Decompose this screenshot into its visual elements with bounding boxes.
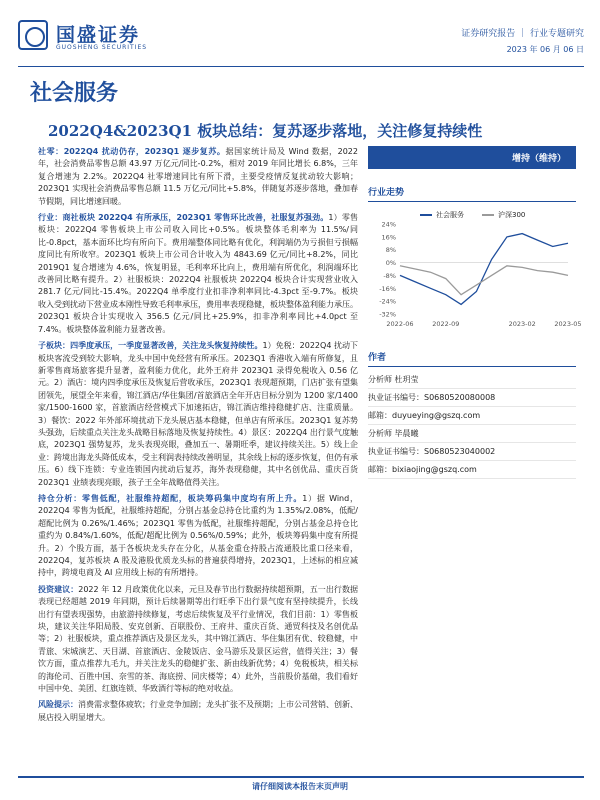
line-chart-svg	[368, 206, 582, 334]
series-line-csi300	[400, 266, 568, 295]
paragraph: 风险提示：消费需求整体疲软；行业竞争加剧；龙头扩张不及预期；上市公司营销、创新、展店投入明显增大。	[38, 700, 358, 722]
y-tick-label: 8%	[385, 246, 396, 255]
chart-legend	[420, 210, 525, 220]
paragraph: 行业：商社板块 2022Q4 有所承压，2023Q1 零售环比改善，社服复苏强劲。1）零售板块：2022Q4 零售板块上市公司收入同比+0.5%。板块整体毛利率为 11.5%/同比-0.8pct，基本面环比均有所向下。费用端整体同比略有优化，利润端仍为亏损但亏损幅度同比有所收窄。2023Q1 板块上市公司合计收入为 4843.69 亿元/同比+8.2%，同比 2019Q1 复合增速为 4.6%，恢复明显，毛利率环比向上，费用端有所优化，利润端环比改善同比略有提升。2）社服板块：2022Q4 社服板块 2022Q4 板块合计实现营业收入 281.7 亿元/同比-15.4%。2022Q4 单季度行业扣非净利率同比-4.3pct 至-9.7%。板块收入受到扰动下营业成本刚性导致毛利率承压，费用率表现稳健，板块整体盈利能力承压。2023Q1 板块合计实现收入 356.5 亿元/同比+25.9%，扣非净利率同比+4.0pct 至 7.4%。板块整体盈利能力显著改善。	[38, 213, 358, 334]
y-tick-label: 24%	[381, 220, 396, 229]
y-tick-label: 16%	[381, 233, 396, 242]
sidebar	[368, 146, 582, 479]
paragraph: 子板块：四季度承压，一季度显著改善，关注龙头恢复持续性。1）免税：2022Q4 扰动下板块客流受到较大影响，龙头中国中免经营有所承压。2023Q1 香港收入端有所修复，且新零售商场旅客提升显著，盈利能力优化，此外王府井 2023Q1 录得免税收入 0.56 亿元。2）酒店：境内四季度承压及恢复后营收承压，2023Q1 表现超预期，门店扩张有望集团领先，展望全年来看，锦江酒店/华住集团/首旅酒店全年开店目标分别为 1200 家/1400 家/1500-1600 家，首旅酒店经营模式下加速拓店，锦江酒店维持稳健扩店、注重质量。3）餐饮：2022 年外部环境扰动下龙头展店基本稳健，但单店有所承压。2023Q1 复苏势头强劲，后续重点关注龙头战略目标落地及恢复持续性。4）景区：2022Q4 出行景气度触底，2023Q1 强势复苏，龙头表现亮眼，叠加五一、暑期旺季，建议持续关注。5）线上企业：跨境出海龙头降低成本，受主利润表持续改善明显，其余线上标的逐步恢复，但仍有承压。6）线下连锁：专业连锁国内扰动后复苏，海外表现稳健，其中名创优品、重庆百货 2023Q1 业绩表现亮眼，孩子王全年战略值得关注。	[38, 341, 358, 487]
author-row: 分析师 杜玥莹	[368, 371, 576, 389]
x-tick-label: 2023-05	[554, 320, 582, 328]
author-row: 执业证书编号：S0680523040002	[368, 443, 576, 461]
y-tick-label: -32%	[379, 310, 396, 319]
series-line-social-service	[400, 234, 568, 305]
summary-column	[38, 146, 358, 728]
author-row: 分析师 毕晨曦	[368, 425, 576, 443]
paragraph: 投资建议：2022 年 12 月政策优化以来，元旦及春节出行数据持续超预期，五一出行数据表现已经超越 2019 年同期，预计后续暑期等出行旺季下出行景气度有坚持续提升，长线出行有望表现强势，由旅游持续修复，考虑后续恢复及平行业情况，我们目前：1）零售板块，建议关注华阳局股、安克创新、百联股份、王府井、重庆百货、通贸科技及名创优品等；2）社服板块，重点推荐酒店及景区龙头，其中锦江酒店、华住集团有优、较稳健，中青旅、宋城演艺、天目湖、首旅酒店、金陵饭店、金马游乐及景区运营，值得关注；3）餐饮方面，重点推荐九毛九，并关注龙头的稳健扩张、新由线新优势；4）免税板块，相关标的海伦司、百胜中国、奈雪的茶、海底捞、同庆楼等；4）此外，当前股价基础，我们看好中国中免、美团、红旗连锁、华致酒行等标的绝对收益。	[38, 584, 358, 694]
y-tick-label: -24%	[379, 297, 396, 306]
legend-item: 沪深300	[482, 210, 525, 220]
report-date: 2023 年 06 月 06 日	[506, 45, 584, 54]
authors-section-title: 作者	[368, 350, 576, 367]
author-list	[368, 371, 576, 479]
header-divider	[18, 66, 584, 67]
page-header	[18, 18, 584, 62]
trend-chart	[368, 206, 582, 334]
logo-mark-icon	[18, 20, 48, 50]
report-type: 证券研究报告 ｜ 行业专题研究	[461, 29, 584, 39]
trend-section-title: 行业走势	[368, 185, 576, 202]
rating-badge: 增持（维持）	[368, 146, 576, 169]
logo-text: 国盛证券	[56, 24, 141, 46]
paragraph: 持仓分析：零售低配，社服维持超配，板块筹码集中度均有所上升。1）据 Wind，2022Q4 零售为低配，社服维持超配，分别占基金总持仓比重约为 1.35%/2.08%，低配/超配比例为 0.26%/1.46%；2023Q1 零售为低配，社服维持超配，分别占基金总持仓比重约为 0.84%/1.60%，低配/超配比例为 0.56%/0.59%；此外，板块筹码集中度有所提升。2）个股方面，基于各板块龙头存在分化，从基金重仓持股占流通股比重口径来看，2022Q4，复苏板块 A 股及港股优质龙头标的普遍获得增持，2023Q1，上述标的相应减持中，跨境电商及 AI 应用线上标的有所增持。	[38, 493, 358, 578]
page-title: 2022Q4&2023Q1 板块总结：复苏逐步落地，关注修复持续性	[48, 122, 483, 140]
footer-disclaimer: 请仔细阅读本报告末页声明	[252, 782, 348, 791]
legend-item: 社会服务	[420, 210, 464, 220]
paragraph: 社零：2022Q4 扰动仍存，2023Q1 逐步复苏。据国家统计局及 Wind 数据，2022 年，社会消费品零售总额 43.97 万亿元/同比-0.2%，相对 2019 年同比增长 6.8%，三年复合增速为 2.2%。2022Q4 社零增速同比有所下滑，主要受疫情反复扰动较大影响；2023Q1 实现社会消费品零售总额 11.5 万亿元/同比+5.8%，伴随复苏逐步落地，叠加春节假期，同比增速回暖。	[38, 147, 358, 206]
y-tick-label: -16%	[379, 284, 396, 293]
y-tick-label: -8%	[383, 271, 396, 280]
x-tick-label: 2023-02	[508, 320, 536, 328]
y-tick-label: 0%	[385, 259, 396, 268]
footer-divider	[18, 776, 584, 778]
x-tick-label: 2022-06	[386, 320, 414, 328]
x-tick-label: 2022-09	[432, 320, 460, 328]
sector-title: 社会服务	[30, 80, 119, 106]
author-row: 邮箱：duyueying@gszq.com	[368, 407, 576, 425]
author-row: 邮箱：bixiaojing@gszq.com	[368, 461, 576, 479]
author-row: 执业证书编号：S0680520080008	[368, 389, 576, 407]
logo-subtext: GUOSHENG SECURITIES	[56, 44, 148, 51]
